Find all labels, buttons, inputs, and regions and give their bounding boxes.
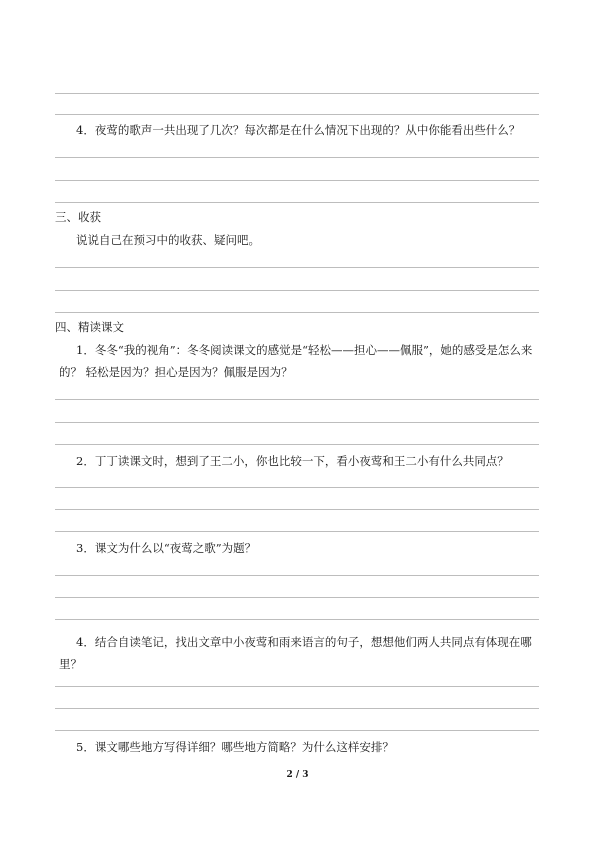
- answer-line: [55, 93, 539, 94]
- answer-line: [55, 509, 539, 510]
- question-5: 5．课文哪些地方写得详细？哪些地方简略？为什么这样安排？: [76, 740, 394, 754]
- question-3: 3．课文为什么以“夜莺之歌”为题？: [76, 541, 257, 555]
- section-4-title: 四、精读课文: [55, 320, 124, 334]
- answer-line: [55, 180, 539, 181]
- answer-line: [55, 487, 539, 488]
- question-prev-4: 4．夜莺的歌声一共出现了几次？每次都是在什么情况下出现的？从中你能看出些什么？: [76, 123, 521, 137]
- answer-line: [55, 575, 539, 576]
- question-2: 2．丁丁读课文时，想到了王二小，你也比较一下，看小夜莺和王二小有什么共同点？: [76, 454, 509, 468]
- answer-line: [55, 312, 539, 313]
- answer-line: [55, 730, 539, 731]
- answer-line: [55, 157, 539, 158]
- answer-line: [55, 708, 539, 709]
- answer-line: [55, 114, 539, 115]
- question-4: 4．结合自读笔记，找出文章中小夜莺和雨来语言的句子，想想他们两人共同点有体现在哪里？: [59, 635, 532, 671]
- answer-line: [55, 290, 539, 291]
- answer-line: [55, 422, 539, 423]
- answer-line: [55, 597, 539, 598]
- answer-line: [55, 202, 539, 203]
- section-3-prompt: 说说自己在预习中的收获、疑问吧。: [76, 233, 260, 247]
- answer-line: [55, 531, 539, 532]
- answer-line: [55, 686, 539, 687]
- answer-line: [55, 444, 539, 445]
- question-1: 1．冬冬“我的视角”：冬冬阅读课文的感觉是“轻松——担心——佩服”，她的感受是怎么来的？ 轻松是因为？担心是因为？佩服是因为？: [59, 343, 533, 379]
- page-number: 2 / 3: [286, 770, 309, 780]
- answer-line: [55, 267, 539, 268]
- section-3-title: 三、收获: [55, 210, 101, 224]
- answer-line: [55, 619, 539, 620]
- answer-line: [55, 399, 539, 400]
